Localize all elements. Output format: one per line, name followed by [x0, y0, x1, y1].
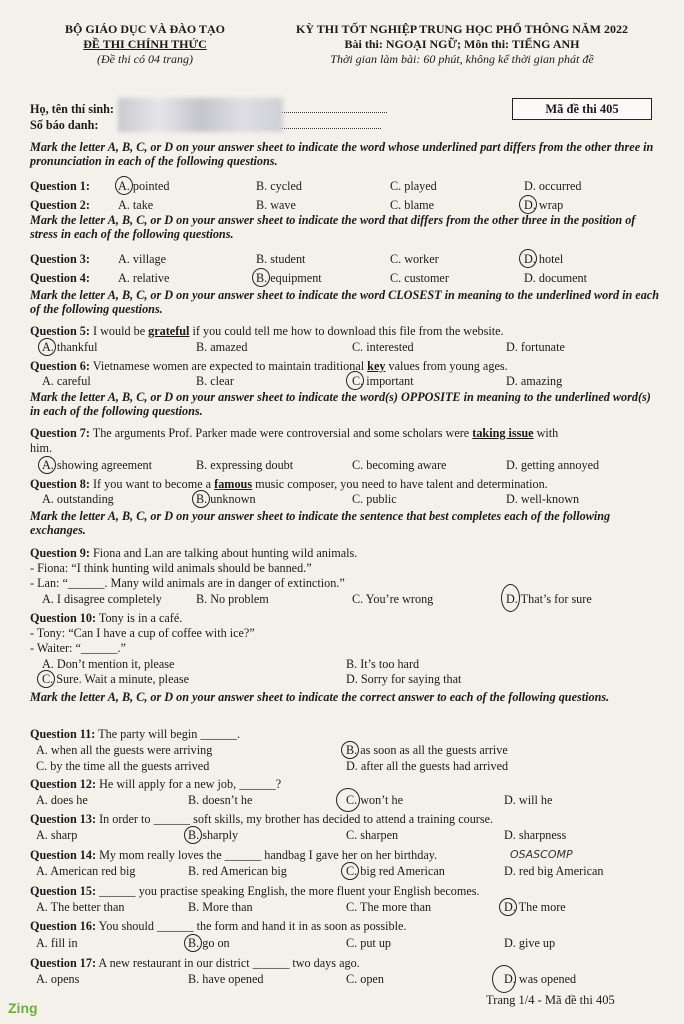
q9-option-a: A. I disagree completely — [42, 592, 162, 606]
question-7 — [30, 426, 660, 440]
page-footer: Trang 1/4 - Mã đề thi 405 — [486, 993, 615, 1007]
exam-title: KỲ THI TỐT NGHIỆP TRUNG HỌC PHỔ THÔNG NĂM 2022 — [296, 22, 628, 36]
q14-option-b: B. red American big — [188, 864, 287, 878]
answer-circle — [346, 371, 364, 390]
q8-text-post: music composer, you need to have talent and determination. — [255, 477, 548, 491]
q4-option-c: C. customer — [390, 271, 449, 285]
q8-text-pre: If you want to become a — [92, 477, 212, 491]
q9-option-d: D. That’s for sure — [506, 592, 592, 606]
q6-option-b: B. clear — [196, 374, 234, 388]
q7-label: Question 7: — [30, 426, 90, 440]
q9-line-1: - Fiona: “I think hunting wild animals should be banned.” — [30, 561, 312, 575]
instruction-stress: Mark the letter A, B, C, or D on your answer sheet to indicate the word that differs from the other three in the position of stress in each of the following questions. — [30, 213, 636, 241]
q8-option-c: C. public — [352, 492, 397, 506]
q15-option-a: A. The better than — [36, 900, 125, 914]
q15-label: Question 15: — [30, 884, 97, 898]
q10-option-a: A. Don’t mention it, please — [42, 657, 175, 671]
q10-line-2: - Waiter: “______.” — [30, 641, 126, 655]
q6-option-d: D. amazing — [506, 374, 563, 388]
q6-option-a: A. careful — [42, 374, 91, 388]
q7-text-post2: him. — [30, 441, 53, 455]
q14-option-c: C. big red American — [346, 864, 445, 878]
q14-option-a: A. American red big — [36, 864, 136, 878]
instruction-exchange: Mark the letter A, B, C, or D on your answer sheet to indicate the sentence that best completes each of the following exchanges. — [30, 509, 611, 537]
q4-label: Question 4: — [30, 271, 90, 285]
q8-option-a: A. outstanding — [42, 492, 114, 506]
answer-circle — [115, 176, 133, 195]
q13-option-d: D. sharpness — [504, 828, 567, 842]
q10-option-b: B. It’s too hard — [346, 657, 420, 671]
official-label: ĐỀ THI CHÍNH THỨC — [83, 37, 207, 51]
q16-option-d: D. give up — [504, 936, 556, 950]
q3-label: Question 3: — [30, 252, 90, 266]
q5-text-post: if you could tell me how to download this file from the website. — [192, 324, 504, 338]
name-dots — [267, 112, 387, 113]
time-line: Thời gian làm bài: 60 phút, không kể thời gian phát đề — [330, 52, 594, 66]
q6-text-pre: Vietnamese women are expected to maintain traditional — [92, 359, 365, 373]
q3-option-d: D. hotel — [524, 252, 564, 266]
q8-option-d: D. well-known — [506, 492, 580, 506]
q9-label: Question 9: — [30, 546, 90, 560]
q13-option-b: B. sharply — [188, 828, 239, 842]
q17-text: A new restaurant in our district ______ two days ago. — [98, 956, 360, 970]
q9-line-2: - Lan: “______. Many wild animals are in danger of extinction.” — [30, 576, 345, 590]
q5-text-pre: I would be — [92, 324, 146, 338]
answer-circle — [38, 456, 56, 474]
answer-circle — [252, 268, 270, 287]
answer-circle — [184, 934, 202, 952]
q15-option-d: D. The more — [504, 900, 566, 914]
q3-option-b: B. student — [256, 252, 306, 266]
id-label: Số báo danh: — [30, 118, 99, 132]
q14-option-d: D. red big American — [504, 864, 604, 878]
q16-label: Question 16: — [30, 919, 97, 933]
q11-option-c: C. by the time all the guests arrived — [36, 759, 210, 773]
q11-text: The party will begin ______. — [98, 727, 241, 741]
q2-option-c: C. blame — [390, 198, 435, 212]
q10-option-c: C. Sure. Wait a minute, please — [42, 672, 190, 686]
q1-label: Question 1: — [30, 179, 90, 193]
answer-circle — [501, 584, 520, 612]
question-9 — [30, 546, 660, 560]
q13-text: In order to ______ soft skills, my brother has decided to attend a training course. — [99, 812, 494, 826]
q4-option-d: D. document — [524, 271, 587, 285]
q2-label: Question 2: — [30, 198, 90, 212]
answer-circle — [336, 788, 360, 812]
answer-circle — [38, 338, 56, 356]
instruction-closest: Mark the letter A, B, C, or D on your answer sheet to indicate the word CLOSEST in meaning to the underlined word in each of the following questions. — [30, 288, 659, 316]
ministry-name: BỘ GIÁO DỤC VÀ ĐÀO TẠO — [65, 22, 225, 36]
q6-label: Question 6: — [30, 359, 90, 373]
question-17 — [30, 956, 660, 970]
q6-keyword: key — [367, 359, 386, 373]
q7-option-c: C. becoming aware — [352, 458, 447, 472]
q17-option-d: D. was opened — [504, 972, 577, 986]
question-10 — [30, 611, 660, 625]
q16-option-a: A. fill in — [36, 936, 78, 950]
q2-option-b: B. wave — [256, 198, 296, 212]
question-6 — [30, 359, 660, 373]
q9-option-c: C. You’re wrong — [352, 592, 434, 606]
q14-text: My mom really loves the ______ handbag I gave her on her birthday. — [99, 848, 438, 862]
q3-option-c: C. worker — [390, 252, 439, 266]
q10-text: Tony is in a café. — [98, 611, 183, 625]
q5-option-c: C. interested — [352, 340, 414, 354]
answer-circle — [37, 670, 55, 688]
answer-circle — [341, 862, 359, 880]
answer-circle — [492, 965, 516, 993]
q4-option-b: B. equipment — [256, 271, 322, 285]
instruction-correct: Mark the letter A, B, C, or D on your answer sheet to indicate the correct answer to each of the following questions. — [30, 690, 610, 704]
question-15 — [30, 884, 660, 898]
q8-label: Question 8: — [30, 477, 90, 491]
q10-option-d: D. Sorry for saying that — [346, 672, 462, 686]
q13-label: Question 13: — [30, 812, 97, 826]
q5-option-a: A. thankful — [42, 340, 98, 354]
question-5 — [30, 324, 660, 338]
question-11 — [30, 727, 660, 741]
q12-option-a: A. does he — [36, 793, 88, 807]
q3-option-a: A. village — [118, 252, 167, 266]
question-8 — [30, 477, 660, 491]
page-count: (Đề thi có 04 trang) — [97, 52, 193, 66]
q10-label: Question 10: — [30, 611, 97, 625]
q2-option-d: D. wrap — [524, 198, 564, 212]
q10-line-1: - Tony: “Can I have a cup of coffee with ice?” — [30, 626, 255, 640]
question-13 — [30, 812, 660, 826]
q17-option-b: B. have opened — [188, 972, 264, 986]
q13-option-a: A. sharp — [36, 828, 78, 842]
q1-option-b: B. cycled — [256, 179, 303, 193]
q7-option-a: A. showing agreement — [42, 458, 152, 472]
redacted-name — [118, 98, 283, 132]
q12-option-c: C. won’t he — [346, 793, 403, 807]
q13-option-c: C. sharpen — [346, 828, 399, 842]
q17-option-a: A. opens — [36, 972, 80, 986]
q5-label: Question 5: — [30, 324, 90, 338]
answer-circle — [519, 249, 537, 268]
q1-option-c: C. played — [390, 179, 437, 193]
subject-line: Bài thi: NGOẠI NGỮ; Môn thi: TIẾNG ANH — [344, 37, 580, 51]
q11-option-a: A. when all the guests were arriving — [36, 743, 213, 757]
q5-keyword: grateful — [148, 324, 190, 338]
q12-option-d: D. will he — [504, 793, 553, 807]
q9-text: Fiona and Lan are talking about hunting wild animals. — [92, 546, 358, 560]
question-16 — [30, 919, 660, 933]
q15-text: ______ you practise speaking English, the more fluent your English becomes. — [99, 884, 480, 898]
q9-option-b: B. No problem — [196, 592, 269, 606]
header-left — [40, 22, 250, 67]
q16-text: You should ______ the form and hand it in as soon as possible. — [98, 919, 407, 933]
q7-option-b: B. expressing doubt — [196, 458, 294, 472]
q5-option-d: D. fortunate — [506, 340, 565, 354]
brand-logo: Zing — [8, 1000, 38, 1016]
instruction-pronunciation: Mark the letter A, B, C, or D on your answer sheet to indicate the word whose underlined part differs from the other three in pronunciation in each of the following questions. — [30, 140, 654, 168]
answer-circle — [519, 195, 537, 214]
answer-circle — [341, 741, 359, 759]
answer-circle — [184, 826, 202, 844]
q6-text-post: values from young ages. — [388, 359, 508, 373]
q8-keyword: famous — [214, 477, 253, 491]
q8-option-b: B. unknown — [196, 492, 256, 506]
q15-option-b: B. More than — [188, 900, 253, 914]
q12-option-b: B. doesn’t he — [188, 793, 253, 807]
q12-text: He will apply for a new job, ______? — [99, 777, 282, 791]
q14-label: Question 14: — [30, 848, 97, 862]
q15-option-c: C. The more than — [346, 900, 432, 914]
handwritten-note: OSASCOMP — [510, 848, 573, 861]
q11-option-d: D. after all the guests had arrived — [346, 759, 509, 773]
q4-option-a: A. relative — [118, 271, 170, 285]
name-label: Họ, tên thí sinh: — [30, 102, 114, 116]
q16-option-b: B. go on — [188, 936, 230, 950]
q16-option-c: C. put up — [346, 936, 392, 950]
q17-label: Question 17: — [30, 956, 97, 970]
q11-label: Question 11: — [30, 727, 96, 741]
q7-option-d: D. getting annoyed — [506, 458, 600, 472]
q11-option-b: B. as soon as all the guests arrive — [346, 743, 508, 757]
question-7-cont — [30, 441, 660, 455]
q6-option-c: C. important — [352, 374, 414, 388]
q12-label: Question 12: — [30, 777, 97, 791]
answer-circle — [192, 490, 210, 508]
q7-text-pre: The arguments Prof. Parker made were controversial and some scholars were — [92, 426, 470, 440]
q5-option-b: B. amazed — [196, 340, 248, 354]
q7-text-post: with — [536, 426, 559, 440]
q7-keyword: taking issue — [472, 426, 534, 440]
q1-option-a: A. pointed — [118, 179, 170, 193]
q2-option-a: A. take — [118, 198, 154, 212]
q1-option-d: D. occurred — [524, 179, 582, 193]
exam-code-box: Mã đề thi 405 — [512, 98, 652, 120]
q17-option-c: C. open — [346, 972, 384, 986]
instruction-opposite: Mark the letter A, B, C, or D on your answer sheet to indicate the word(s) OPPOSITE in meaning to the underlined word(s) in each of the following questions. — [30, 390, 651, 418]
answer-circle — [499, 898, 517, 916]
header-right — [262, 22, 662, 67]
